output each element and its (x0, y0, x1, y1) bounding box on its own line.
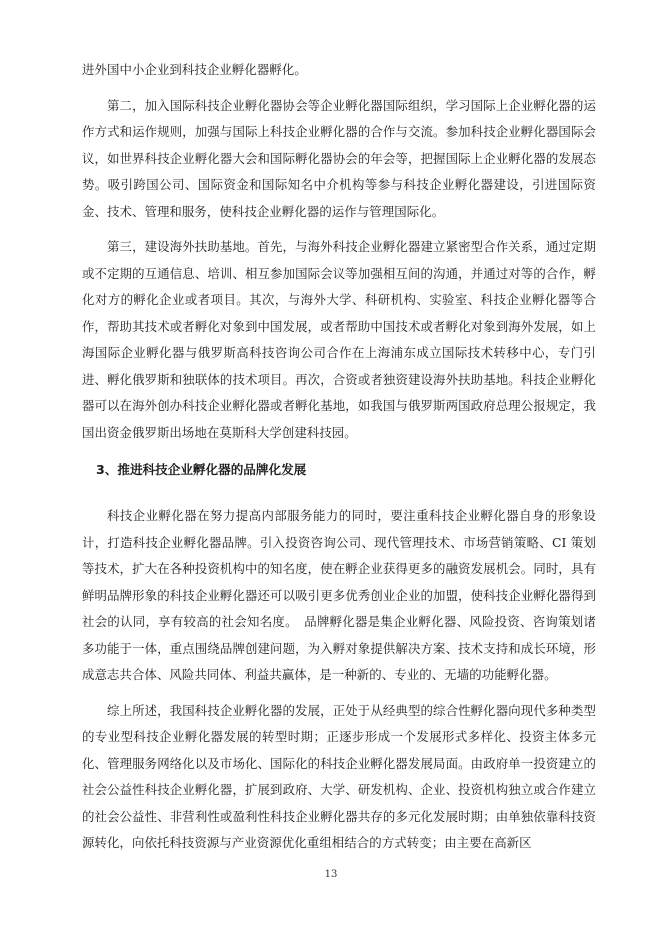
section-heading-branding: 3、推进科技企业孵化器的品牌化发展 (96, 462, 307, 477)
document-page (82, 57, 596, 866)
paragraph-international-association: 第二，加入国际科技企业孵化器协会等企业孵化器国际组织，学习国际上企业孵化器的运作方式和运作规则，加强与国际上科技企业孵化器的合作与交流。参加科技企业孵化器国际会议，如世界科技企业孵化器大会和国际孵化器协会的年会等，把握国际上企业孵化器的发展态势。吸引跨国公司、国际资金和国际知名中介机构等参与科技企业孵化器建设，引进国际资金、技术、管理和服务，使科技企业孵化器的运作与管理国际化。 (82, 97, 596, 219)
paragraph-summary: 综上所述，我国科技企业孵化器的发展，正处于从经典型的综合性孵化器向现代多种类型的专业型科技企业孵化器发展的转型时期；正逐步形成一个发展形式多样化、投资主体多元化、管理服务网络化以及市场化、国际化的科技企业孵化器发展局面。由政府单一投资建立的社会公益性科技企业孵化器，扩展到政府、大学、研发机构、企业、投资机构独立或合作建立的社会公益性、非营利性或盈利性科技企业孵化器共存的多元化发展时期；由单独依靠科技资源转化，向依托科技资源与产业资源优化重组相结合的方式转变；由主要在高新区 (82, 702, 596, 850)
page-number: 13 (324, 869, 338, 880)
paragraph-branding: 科技企业孵化器在努力提高内部服务能力的同时，要注重科技企业孵化器自身的形象设计，打造科技企业孵化器品牌。引入投资咨询公司、现代管理技术、市场营销策略、CI 策划等技术，扩大在各种投资机构中的知名度，使在孵企业获得更多的融资发展机会。同时，具有鲜明品牌形象的科技企业孵化器还可以吸引更多优秀创业企业的加盟，使科技企业孵化器得到社会的认同，享有较高的社会知名度。 品牌孵化器是集企业孵化器、风险投资、咨询策划诸多功能于一体，重点围绕品牌创建问题，为入孵对象提供解决方案、技术支持和成长环境，形成意志共合体、风险共同体、利益共赢体，是一种新的、专业的、无墙的功能孵化器。 (82, 508, 596, 682)
paragraph-continuation: 进外国中小企业到科技企业孵化器孵化。 (82, 62, 307, 77)
paragraph-overseas-base: 第三，建设海外扶助基地。首先，与海外科技企业孵化器建立紧密型合作关系，通过定期或不定期的互通信息、培训、相互参加国际会议等加强相互间的沟通，并通过对等的合作，孵化对方的孵化企业或者项目。其次，与海外大学、科研机构、实验室、科技企业孵化器等合作，帮助其技术或者孵化对象到中国发展，或者帮助中国技术或者孵化对象到海外发展，如上海国际企业孵化器与俄罗斯高科技咨询公司合作在上海浦东成立国际技术转移中心，专门引进、孵化俄罗斯和独联体的技术项目。再次，合资或者独资建设海外扶助基地。科技企业孵化器可以在海外创办科技企业孵化器或者孵化基地，如我国与俄罗斯两国政府总理公报规定，我国出资金俄罗斯出场地在莫斯科大学创建科技园。 (82, 239, 596, 440)
